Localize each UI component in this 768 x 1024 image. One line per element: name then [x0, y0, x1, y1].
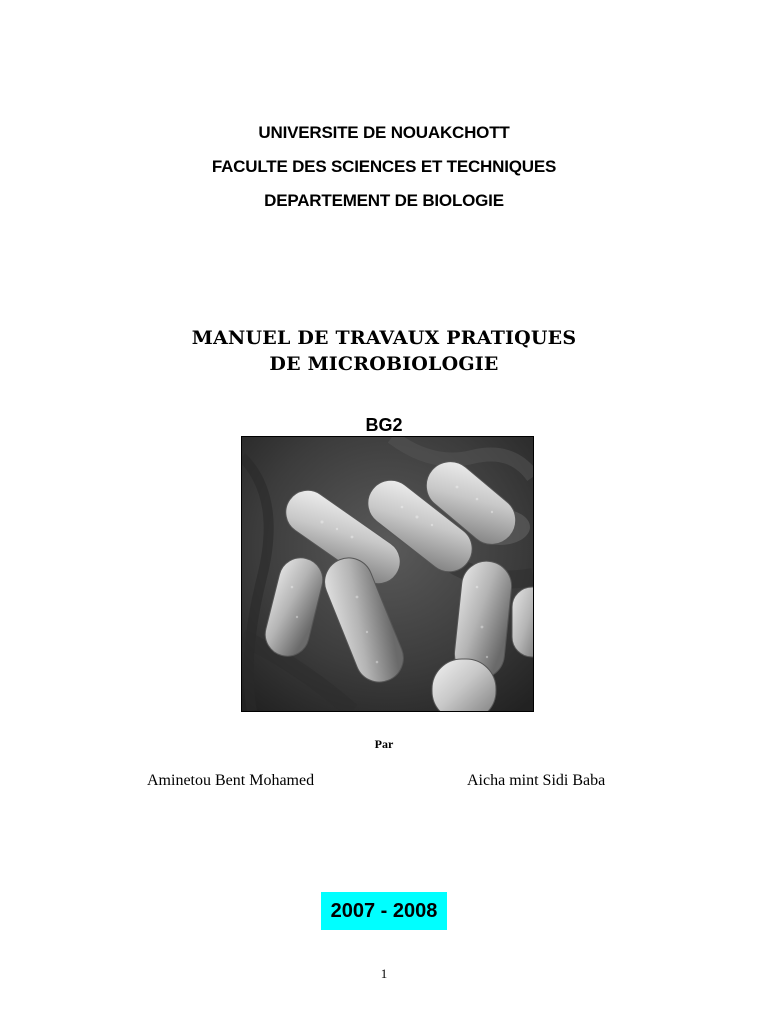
academic-year: 2007 - 2008 [321, 892, 447, 930]
page-number: 1 [380, 966, 388, 981]
bacteria-micrograph-image [241, 436, 534, 712]
department-name: DEPARTEMENT DE BIOLOGIE [264, 191, 504, 210]
by-label: Par [374, 737, 394, 751]
manual-title-line1: MANUEL DE TRAVAUX PRATIQUES [191, 327, 577, 349]
author-name-2: Aicha mint Sidi Baba [467, 772, 606, 789]
manual-title-line2: DE MICROBIOLOGIE [269, 353, 499, 375]
faculty-name: FACULTE DES SCIENCES ET TECHNIQUES [211, 157, 557, 176]
course-code: BG2 [365, 415, 403, 435]
university-name: UNIVERSITE DE NOUAKCHOTT [258, 123, 510, 142]
author-name-1: Aminetou Bent Mohamed [147, 772, 315, 789]
